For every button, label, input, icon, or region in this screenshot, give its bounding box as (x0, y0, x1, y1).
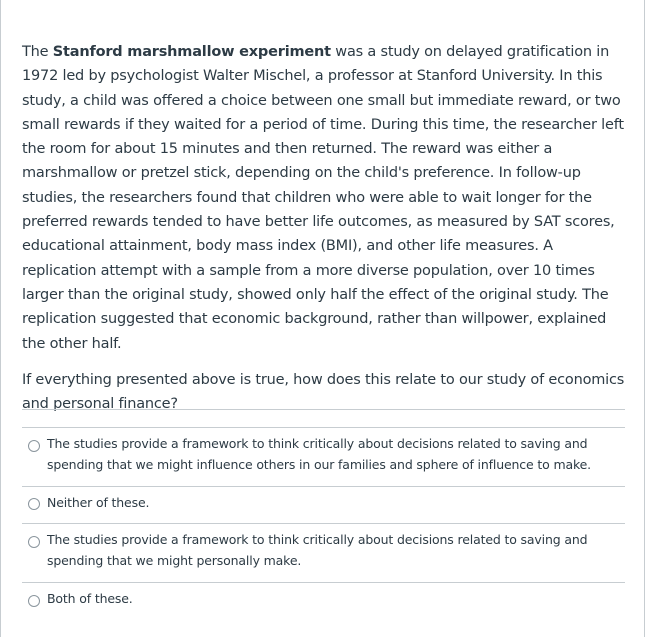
answer-label: Neither of these. (47, 495, 150, 510)
question-prompt: If everything presented above is true, how does this relate to our study of economics and personal finance? (22, 371, 625, 413)
experiment-name: Stanford marshmallow experiment (52, 44, 331, 60)
question-prefix: The (22, 44, 53, 60)
answer-label: Both of these. (47, 591, 133, 606)
radio-button-icon[interactable] (28, 498, 40, 510)
question-paragraph (22, 40, 625, 356)
question-text (22, 40, 625, 416)
answers-divider (22, 409, 625, 410)
question-body: was a study on delayed gratification in 1972 led by psychologist Walter Mischel, a professor at Stanford University. In this study, a child was offered a choice between one small but immediate reward, or two small rewards if they waited for a period of time. During this time, the researcher left the room for about 15 minutes and then returned. The reward was either a marshmallow or pretzel stick, depending on the child's preference. In follow-up studies, the researchers found that children who were able to wait longer for the preferred rewards tended to have better life outcomes, as measured by SAT scores, educational attainment, body mass index (BMI), and other life measures. A replication attempt with a sample from a more diverse population, over 10 times larger than the original study, showed only half the effect of the original study. The replication suggested that economic background, rather than willpower, explained the other half. (22, 44, 624, 352)
answer-option-1[interactable] (22, 428, 625, 487)
answer-option-3[interactable] (22, 524, 625, 583)
radio-button-icon[interactable] (28, 536, 40, 548)
answer-option-2[interactable] (22, 487, 625, 524)
answer-option-4[interactable] (22, 583, 625, 620)
radio-button-icon[interactable] (28, 595, 40, 607)
answer-label: The studies provide a framework to think critically about decisions related to saving and spending that we might personally make. (47, 532, 588, 568)
radio-button-icon[interactable] (28, 440, 40, 452)
answer-list (22, 427, 625, 620)
answer-label: The studies provide a framework to think critically about decisions related to saving and spending that we might influence others in our families and sphere of influence to make. (47, 436, 591, 472)
